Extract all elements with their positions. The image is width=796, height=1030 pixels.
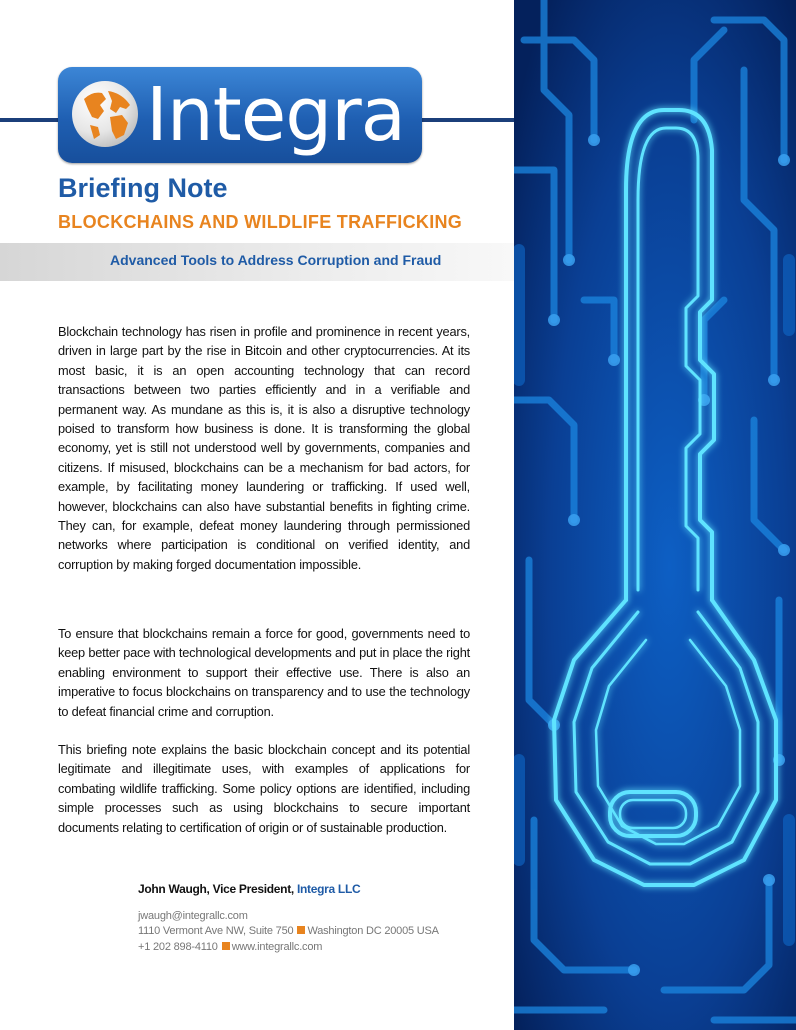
- address-city: Washington DC 20005 USA: [307, 925, 439, 937]
- document-subtitle: BLOCKCHAINS AND WILDLIFE TRAFFICKING: [58, 212, 463, 232]
- contact-address: [138, 925, 439, 937]
- address-street: 1110 Vermont Ave NW, Suite 750: [138, 925, 294, 937]
- circuit-key-illustration: [514, 0, 796, 1030]
- body-paragraph-2: To ensure that blockchains remain a force for good, governments need to keep better pace with technological developments and put in place the right enabling environment to support their effective use. There is also an imperative to focus blockchains on transparency and to use the technology to defeat financial crime and corruption.: [58, 626, 470, 719]
- key-circuit-artwork: [514, 0, 796, 1030]
- separator-square-icon: [297, 926, 305, 934]
- body-paragraph-1: Blockchain technology has risen in profile and prominence in recent years, driven in large part by the rise in Bitcoin and other cryptocurrencies. At its most basic, it is an open accounting technology that can record transactions between two parties efficiently and in a verifiable and permanent way. As mundane as this is, it is also a disruptive technology poised to transform how business is done. It is transforming the global economy, yet is still not understood well by governments, companies and citizens. If misused, blockchains can be a mechanism for bad actors, for example, by facilitating money laundering or trafficking. If used well, however, blockchains can also have substantial benefits in fighting crime. They can, for example, defeat money laundering through permissioned networks where participation is conditional on verified identity, and corruption by making forged documentation impossible.: [58, 324, 470, 572]
- logo-wordmark: Integra: [146, 72, 406, 158]
- author-line: [138, 882, 360, 896]
- website-link[interactable]: www.integrallc.com: [231, 941, 323, 953]
- integra-logo: [58, 67, 422, 163]
- author-organization: Integra LLC: [296, 882, 361, 896]
- body-paragraph-3: This briefing note explains the basic blockchain concept and its potential legitimate and illegitimate uses, with examples of applications for combating wildlife trafficking. Some policy options are identified, including simple processes such as using blockchains to secure important documents relating to certification of origin or of sustainable production.: [58, 742, 470, 835]
- contact-phone-web: [138, 941, 322, 953]
- contact-email[interactable]: [138, 910, 248, 922]
- separator-square-icon: [222, 942, 230, 950]
- phone-number: +1 202 898-4110: [138, 941, 218, 953]
- author-name: John Waugh, Vice President,: [138, 882, 294, 896]
- tagline: Advanced Tools to Address Corruption and Fraud: [110, 252, 442, 268]
- document-title: Briefing Note: [58, 173, 228, 203]
- globe-icon: [70, 79, 140, 149]
- email-link[interactable]: jwaugh@integrallc.com: [138, 910, 248, 922]
